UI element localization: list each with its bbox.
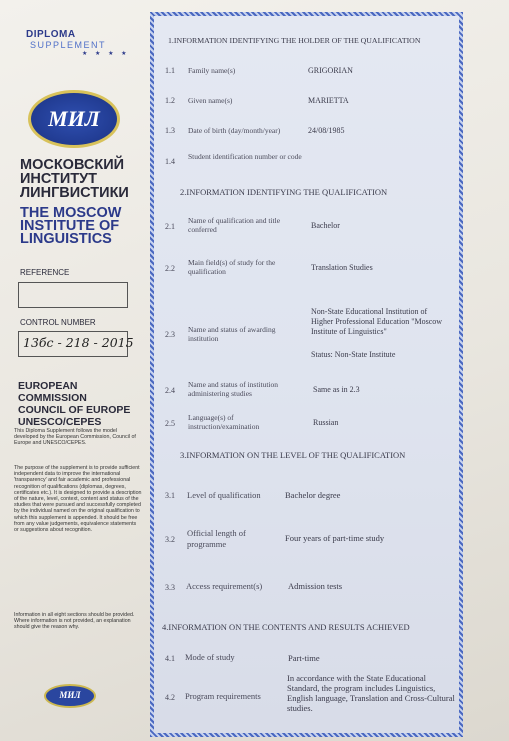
row-number: 1.2: [165, 96, 175, 105]
row-value-status: Status: Non-State Institute: [311, 350, 396, 359]
row-label: Level of qualification: [187, 490, 261, 500]
row-number: 4.2: [165, 693, 175, 702]
ec-line: EUROPEAN COMMISSION: [18, 380, 87, 404]
row-value: Four years of part-time study: [285, 533, 385, 543]
row-label: Language(s) of instruction/examination: [188, 413, 260, 431]
row-label: Program requirements: [185, 691, 261, 701]
section-heading-2: 2.INFORMATION IDENTIFYING THE QUALIFICATION: [180, 187, 388, 197]
row-label: Main field(s) of study for the qualification: [188, 258, 276, 276]
eng-name-line: THE MOSCOW: [20, 205, 122, 221]
row-label: Family name(s): [188, 66, 236, 75]
purpose-paragraph: The purpose of the supplement is to provide sufficient independent data to improve the international 'transparency' and fair academic and professional recognition of qualifications (diplomas, degrees, certificates etc.). It is designed to provide a description of the nature, level, context, content and status of the studies that were pursued and successfully completed by the individual named on the original qualification to which this supplement is appended. It should be free from any value judgements, equivalence statements or suggestions about recognition.: [14, 465, 142, 534]
row-value: MARIETTA: [308, 96, 349, 105]
row-label: Mode of study: [185, 652, 235, 662]
institute-logo: [28, 90, 120, 148]
row-label: Name of qualification and title conferred: [188, 216, 281, 234]
row-label: Student identification number or code: [188, 152, 302, 161]
row-number: 2.2: [165, 264, 175, 273]
row-label: Name and status of awarding institution: [188, 325, 276, 343]
row-number: 1.4: [165, 157, 175, 166]
row-value: Non-State Educational Institution of Higher Professional Education "Moscow Institute of Linguistics": [311, 307, 443, 336]
row-value: GRIGORIAN: [308, 66, 353, 75]
rus-name-line: ЛИНГВИСТИКИ: [20, 185, 129, 201]
row-number: 3.2: [165, 535, 175, 544]
row-value: 24/08/1985: [308, 126, 345, 135]
reference-label: REFERENCE: [20, 268, 70, 277]
row-value: Part-time: [288, 653, 320, 663]
row-label: Date of birth (day/month/year): [188, 126, 281, 135]
row-number: 1.1: [165, 66, 175, 75]
english-name: [20, 207, 122, 246]
ec-line: COUNCIL OF EUROPE: [18, 404, 131, 416]
ec-heading: [18, 380, 148, 428]
control-number-box: [18, 331, 134, 357]
reference-box: [18, 282, 128, 308]
control-number-value: 13бс - 218 - 2015: [23, 335, 134, 350]
row-label: Access requirement(s): [186, 581, 263, 591]
row-value: Bachelor degree: [285, 490, 341, 500]
row-value: Same as in 2.3: [313, 385, 360, 394]
model-paragraph: This Diploma Supplement follows the model developed by the European Commission, Council of Europe and UNESCO/CEPES.: [14, 428, 136, 447]
diploma-title: DIPLOMA: [26, 29, 76, 40]
row-number: 4.1: [165, 654, 175, 663]
section-heading-1: 1.INFORMATION IDENTIFYING THE HOLDER OF THE QUALIFICATION: [168, 36, 421, 45]
row-number: 2.4: [165, 386, 175, 395]
eng-name-line: INSTITUTE OF: [20, 218, 120, 234]
logo-text: МИЛ: [48, 106, 100, 131]
row-value: Translation Studies: [311, 263, 373, 272]
ec-line: UNESCO/CEPES: [18, 416, 102, 428]
russian-name: [20, 158, 129, 200]
diploma-subtitle: SUPPLEMENT: [30, 40, 107, 50]
row-number: 2.1: [165, 222, 175, 231]
section-heading-4: 4.INFORMATION ON THE CONTENTS AND RESULTS ACHIEVED: [162, 622, 410, 632]
row-number: 3.1: [165, 491, 175, 500]
row-value: Russian: [313, 418, 339, 427]
sidebar: [0, 0, 148, 741]
small-logo-text: МИЛ: [59, 690, 81, 700]
row-label: Official length of programme: [187, 528, 246, 549]
information-paragraph: Information in all eight sections should be provided. Where information is not provided, an explanation should give the reason why.: [14, 612, 135, 631]
control-number-label: CONTROL NUMBER: [20, 318, 96, 327]
stars-icon: ★ ★ ★ ★: [82, 51, 130, 57]
row-value: Bachelor: [311, 221, 340, 230]
row-number: 2.3: [165, 330, 175, 339]
row-value: In accordance with the State Educational Standard, the program includes Linguistics, English language, Translation and Cross-Cultural studies.: [287, 673, 455, 713]
eng-name-line: LINGUISTICS: [20, 231, 112, 247]
small-logo: [44, 684, 96, 708]
row-label: Given name(s): [188, 96, 233, 105]
row-label: Name and status of institution administering studies: [188, 380, 278, 398]
rus-name-line: ИНСТИТУТ: [20, 171, 98, 187]
row-value: Admission tests: [288, 581, 343, 591]
row-number: 3.3: [165, 583, 175, 592]
section-heading-3: 3.INFORMATION ON THE LEVEL OF THE QUALIFICATION: [180, 450, 406, 460]
row-number: 1.3: [165, 126, 175, 135]
rus-name-line: МОСКОВСКИЙ: [20, 157, 125, 173]
row-number: 2.5: [165, 419, 175, 428]
